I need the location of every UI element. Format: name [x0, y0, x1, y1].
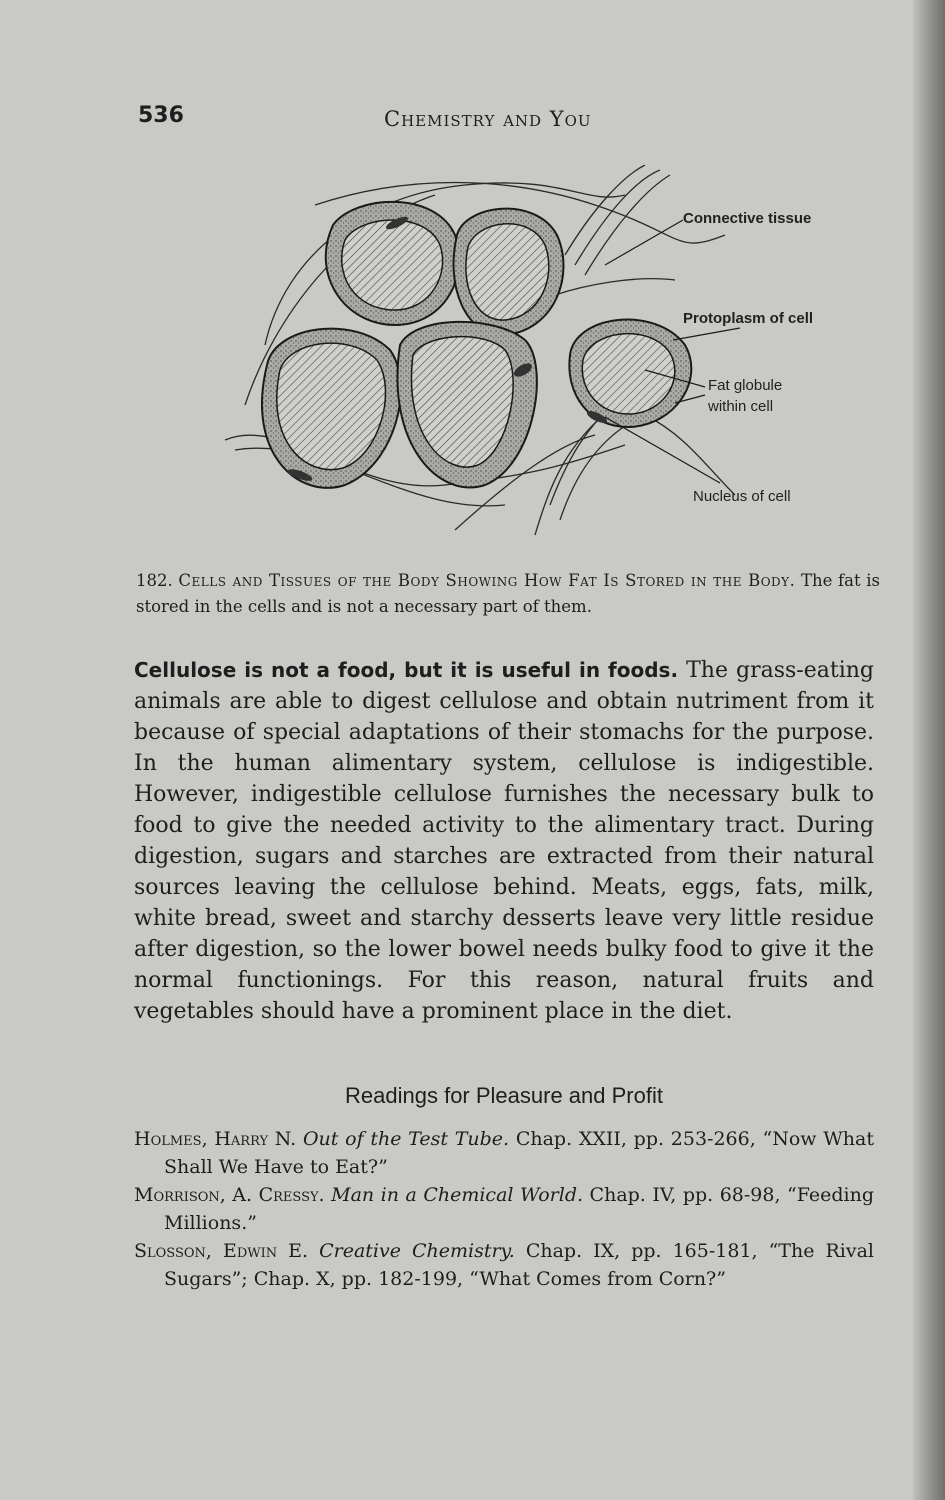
reading-details: Chap. IX, pp. 165-181, “The Rival Sugars”; Chap. X, pp. 182-199, “What Comes from Corn?” — [164, 1240, 874, 1290]
caption-text: The fat is stored in the cells and is not a necessary part of them. — [136, 571, 881, 616]
fat-cell-5 — [569, 320, 691, 427]
page-number: 536 — [138, 103, 184, 128]
reading-author: Holmes, Harry N. — [134, 1128, 297, 1150]
running-title: Chemistry and You — [384, 107, 592, 131]
figure-caption — [136, 568, 880, 620]
reading-details: Chap. IV, pp. 68-98, “Feeding Millions.” — [164, 1184, 874, 1234]
reading-author: Morrison, A. Cressy. — [134, 1184, 325, 1206]
caption-title: Cells and Tissues of the Body Showing How Fat Is Stored in the Body. — [178, 571, 796, 590]
caption-number: 182. — [136, 571, 173, 590]
reading-book: Out of the Test Tube. — [302, 1128, 510, 1150]
label-connective-tissue: Connective tissue — [683, 210, 812, 227]
label-protoplasm: Protoplasm of cell — [683, 310, 814, 327]
body-paragraph — [134, 655, 874, 1027]
reading-item — [134, 1125, 874, 1181]
page-header — [138, 103, 873, 137]
figure-fat-cells — [205, 165, 835, 540]
paragraph-text: The grass-eating animals are able to digest cellulose and obtain nutriment from it because of special adaptations of their stomachs for the purpose. In the human alimentary system, cellulose is indigestible. However, indigestible cellulose furnishes the necessary bulk to food to give the needed activity to the alimentary tract. During digestion, sugars and starches are extracted from their natural sources leaving the cellulose behind. Meats, eggs, fats, milk, white bread, sweet and starchy desserts leave very little residue after digestion, so the lower bowel needs bulky food to give it the normal functionings. For this reason, natural fruits and vegetables should have a prominent place in the diet. — [134, 658, 874, 1024]
paragraph-lead: Cellulose is not a food, but it is useful in foods. — [134, 658, 679, 682]
label-fat-globule-line2: within cell — [708, 398, 774, 415]
reading-book: Creative Chemistry. — [319, 1240, 515, 1262]
readings-heading: Readings for Pleasure and Profit — [345, 1083, 663, 1108]
fat-cell-3 — [262, 329, 401, 488]
fat-cell-4 — [397, 322, 536, 488]
fat-cell-1 — [326, 202, 460, 325]
cell-illustration — [205, 165, 835, 540]
page-edge-shadow — [913, 0, 945, 1500]
reading-details: Chap. XXII, pp. 253-266, “Now What Shall We Have to Eat?” — [164, 1128, 874, 1178]
label-nucleus: Nucleus of cell — [693, 488, 791, 505]
label-fat-globule-line1: Fat globule — [708, 377, 783, 394]
fat-cell-2 — [454, 209, 564, 335]
readings-list — [134, 1125, 874, 1293]
reading-item — [134, 1237, 874, 1293]
reading-book: Man in a Chemical World. — [331, 1184, 584, 1206]
reading-item — [134, 1181, 874, 1237]
reading-author: Slosson, Edwin E. — [134, 1240, 309, 1262]
